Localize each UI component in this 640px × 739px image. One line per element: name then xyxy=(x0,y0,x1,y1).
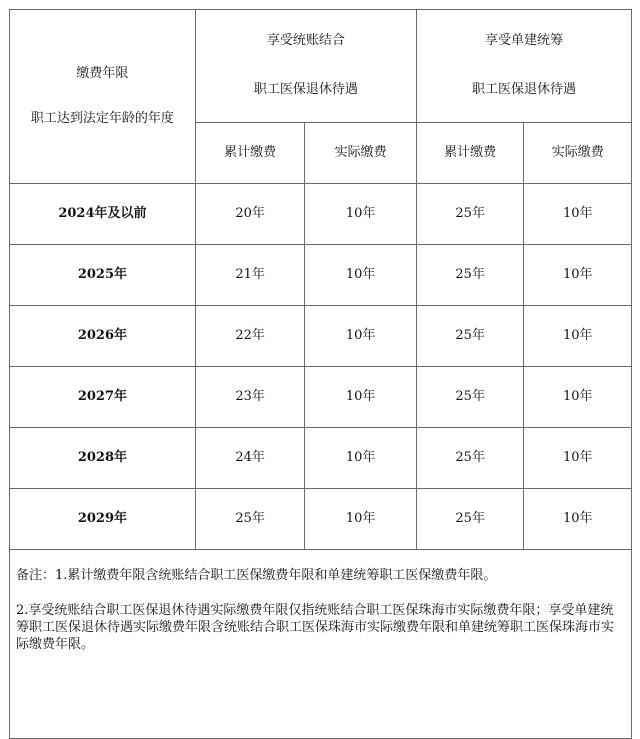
group-combined-title: 享受统账结合 xyxy=(266,33,345,49)
cell-standalone-actual: 10年 xyxy=(524,306,632,367)
cell-standalone-total: 25年 xyxy=(416,428,524,489)
row-year: 2027年 xyxy=(10,367,196,428)
cell-combined-total: 24年 xyxy=(195,428,305,489)
header-year-label: 缴费年限 xyxy=(76,65,129,81)
cell-standalone-total: 25年 xyxy=(416,489,524,550)
cell-combined-total: 23年 xyxy=(195,367,305,428)
row-year: 2025年 xyxy=(10,245,196,306)
table-row xyxy=(10,306,632,367)
cell-standalone-total: 25年 xyxy=(416,367,524,428)
header-year-cell xyxy=(10,10,196,184)
header-year-sublabel: 职工达到法定年龄的年度 xyxy=(30,110,174,126)
cell-standalone-actual: 10年 xyxy=(524,428,632,489)
table-row xyxy=(10,428,632,489)
row-year: 2029年 xyxy=(10,489,196,550)
row-year: 2024年及以前 xyxy=(10,184,196,245)
table-row xyxy=(10,184,632,245)
group-standalone-title: 享受单建统筹 xyxy=(484,33,563,49)
cell-standalone-actual: 10年 xyxy=(524,184,632,245)
cell-combined-actual: 10年 xyxy=(305,184,417,245)
row-year: 2026年 xyxy=(10,306,196,367)
note-1: 备注：1.累计缴费年限含统账结合职工医保缴费年限和单建统筹职工医保缴费年限。 xyxy=(16,568,497,583)
header-group-standalone xyxy=(416,10,631,123)
cell-standalone-total: 25年 xyxy=(416,184,524,245)
cell-combined-actual: 10年 xyxy=(305,489,417,550)
cell-combined-actual: 10年 xyxy=(305,306,417,367)
group-combined-subtitle: 职工医保退休待遇 xyxy=(253,82,358,97)
table-row xyxy=(10,489,632,550)
cell-combined-total: 21年 xyxy=(195,245,305,306)
cell-combined-actual: 10年 xyxy=(305,367,417,428)
cell-standalone-actual: 10年 xyxy=(524,367,632,428)
table-row xyxy=(10,245,632,306)
note-2: 2.享受统账结合职工医保退休待遇实际缴费年限仅指统账结合职工医保珠海市实际缴费年限；享受单建统筹职工医保退休待遇实际缴费年限含统账结合职工医保珠海市实际缴费年限和单建统筹职工医保珠海市实际缴费年限。 xyxy=(16,602,615,652)
cell-combined-actual: 10年 xyxy=(305,245,417,306)
cell-standalone-total: 25年 xyxy=(416,306,524,367)
cell-combined-total: 22年 xyxy=(195,306,305,367)
cell-combined-total: 20年 xyxy=(195,184,305,245)
row-year: 2028年 xyxy=(10,428,196,489)
header-group-combined xyxy=(195,10,416,123)
cell-standalone-actual: 10年 xyxy=(524,245,632,306)
notes-cell xyxy=(10,550,632,739)
contribution-years-table xyxy=(9,9,632,739)
group-standalone-subtitle: 职工医保退休待遇 xyxy=(471,82,576,97)
cell-combined-actual: 10年 xyxy=(305,428,417,489)
notes-row xyxy=(10,550,632,739)
subheader-combined-total: 累计缴费 xyxy=(195,123,305,184)
cell-standalone-actual: 10年 xyxy=(524,489,632,550)
subheader-combined-actual: 实际缴费 xyxy=(305,123,417,184)
table-row xyxy=(10,367,632,428)
cell-standalone-total: 25年 xyxy=(416,245,524,306)
cell-combined-total: 25年 xyxy=(195,489,305,550)
subheader-standalone-actual: 实际缴费 xyxy=(524,123,632,184)
header-row-groups xyxy=(10,10,632,123)
subheader-standalone-total: 累计缴费 xyxy=(416,123,524,184)
